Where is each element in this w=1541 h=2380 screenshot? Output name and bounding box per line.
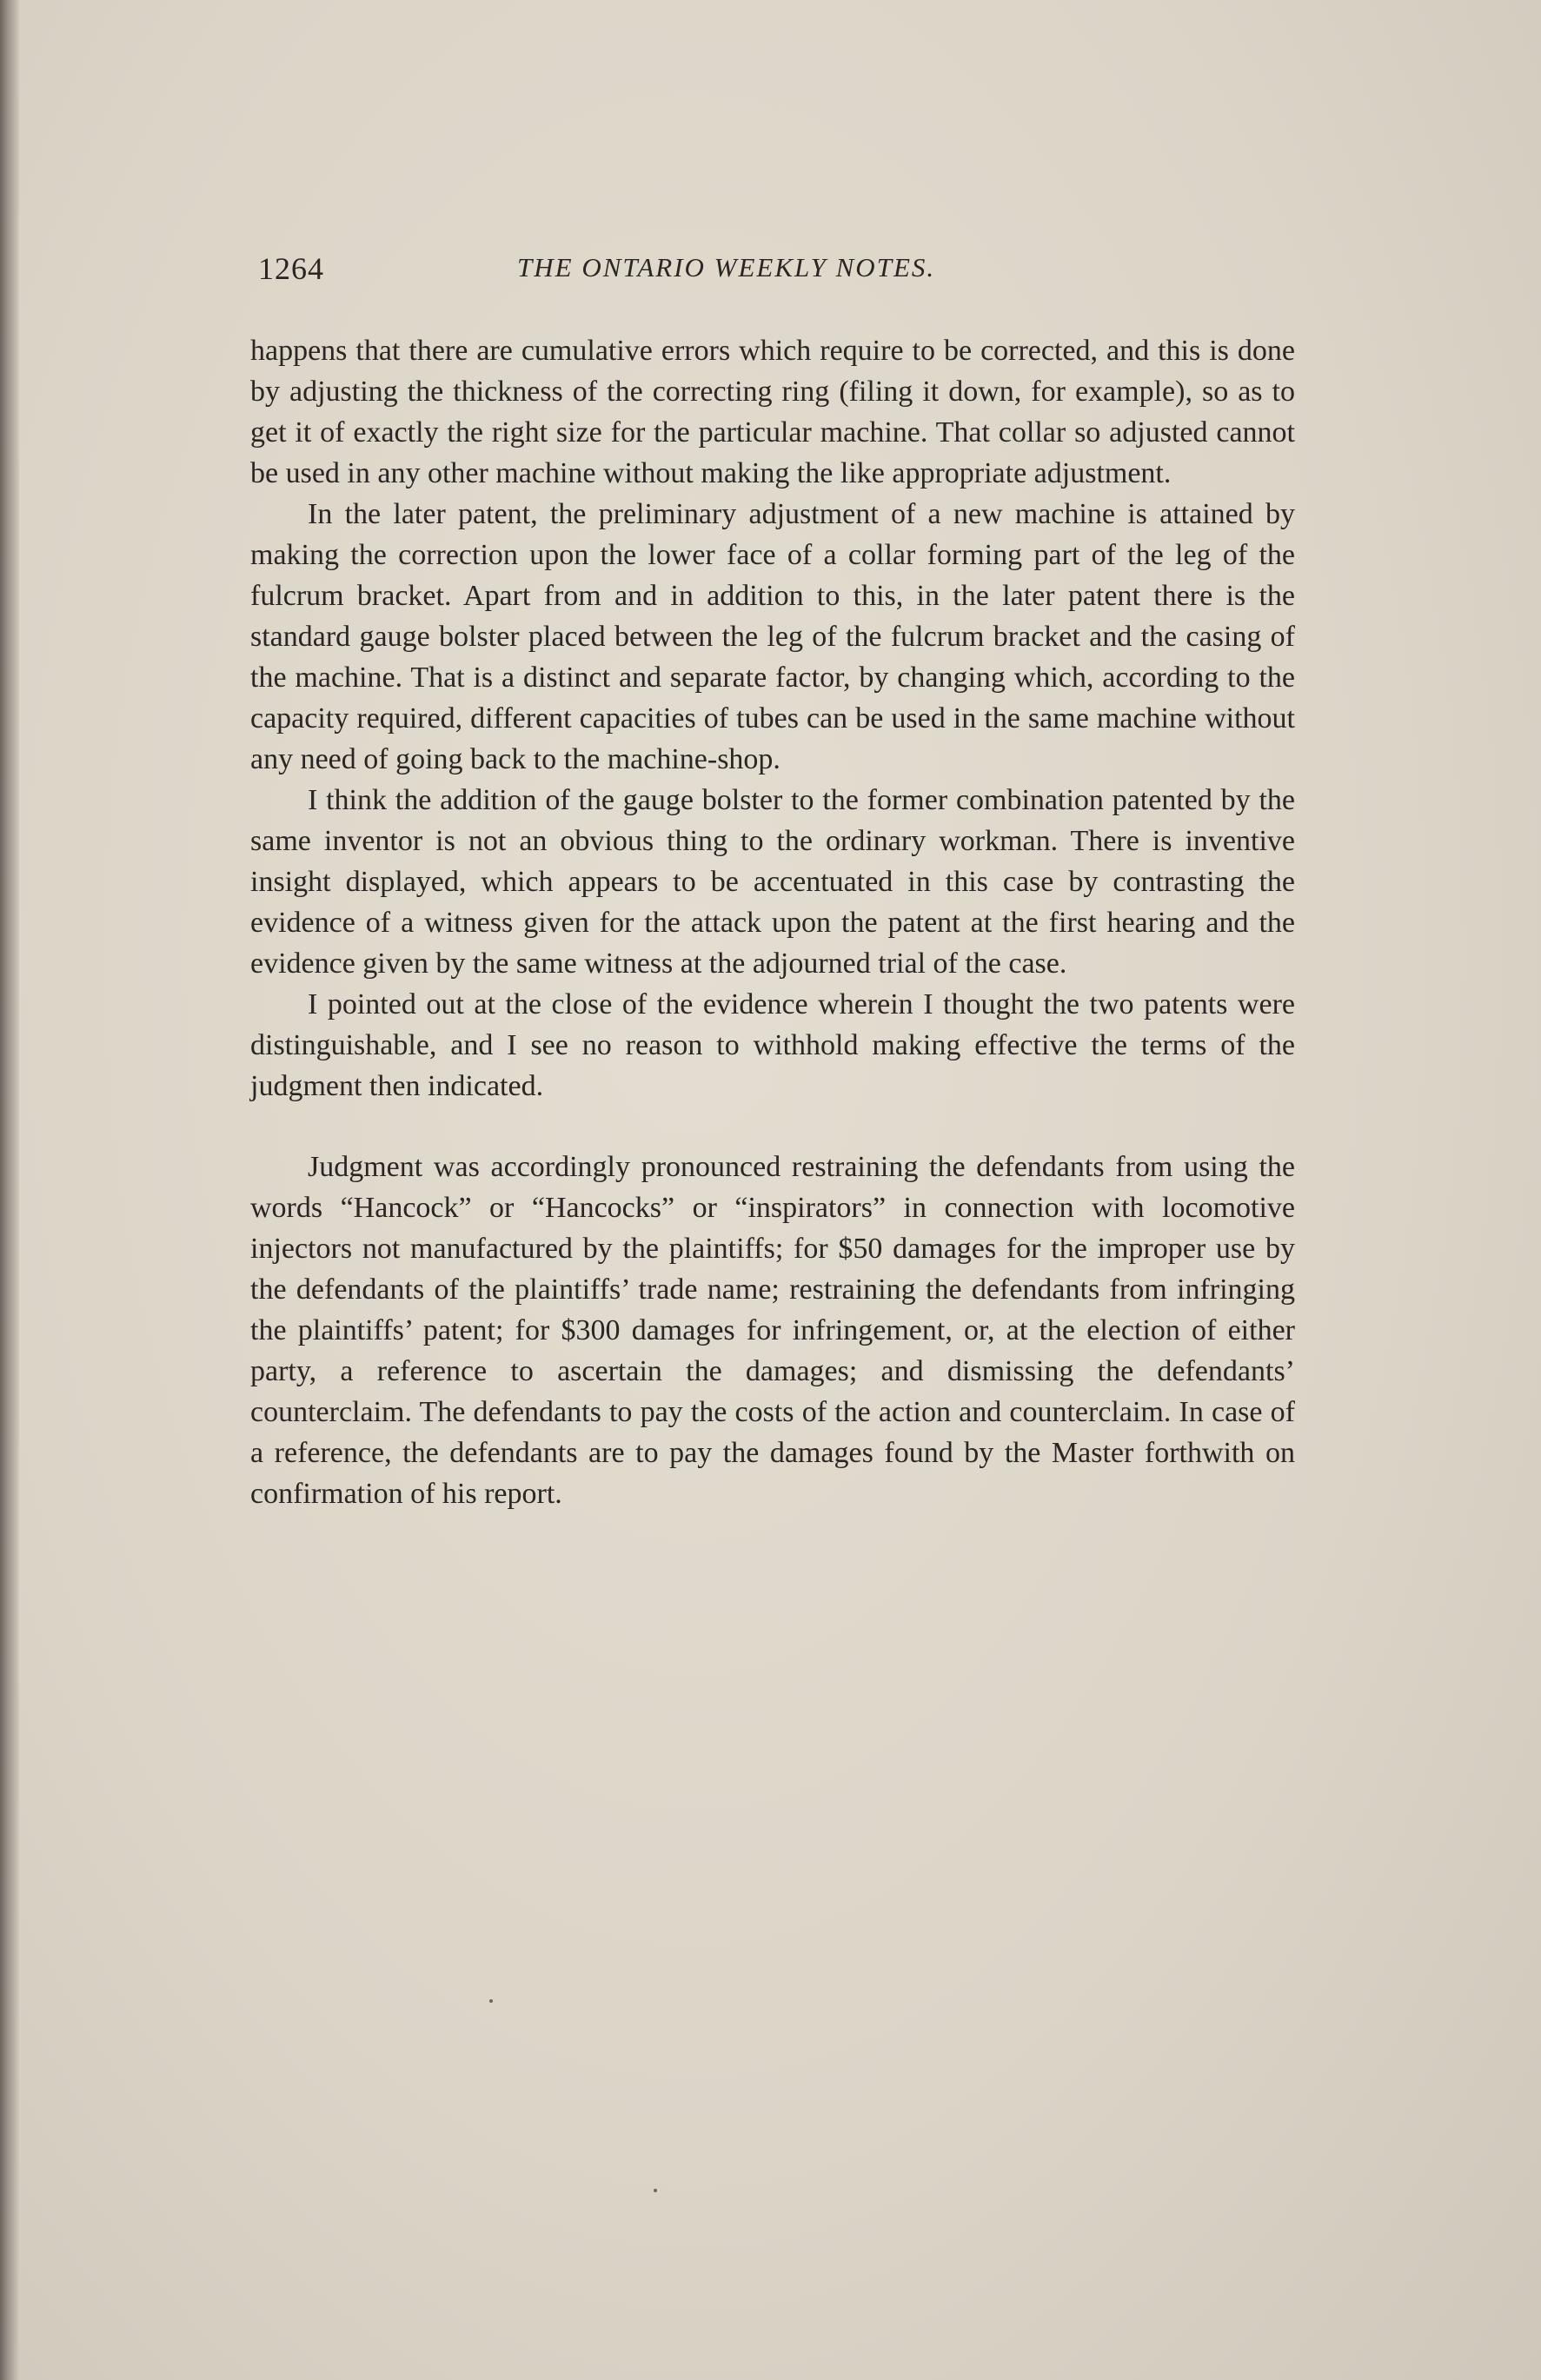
paper-speck bbox=[489, 1999, 493, 2003]
page-header bbox=[258, 250, 1297, 294]
paper-speck bbox=[654, 2189, 657, 2192]
page-number: 1264 bbox=[258, 251, 324, 286]
paragraph-gauge-bolster: I think the addition of the gauge bolster to the former combination patented by the same inventor is not an obvious thing to the ordinary workman. There is inventive insight displayed, which appears to be accentuated in this case by contrasting the evidence of a witness given for the attack upon the patent at the first hearing and the evidence given by the same witness at the adjourned trial of the case. bbox=[250, 784, 1295, 980]
paragraph-judgment: Judgment was accordingly pronounced restraining the defendants from using the words “Hancock” or “Hancocks” or “inspirators” in connection with locomotive injectors not manufactured by the plaintiffs; for $50 damages for the improper use by the defendants of the plaintiffs’ trade name; restraining the defendants from infringing the plaintiffs’ patent; for $300 damages for infringement, or, at the election of either party, a reference to ascertain the damages; and dismissing the defendants’ counterclaim. The defendants to pay the costs of the action and counterclaim. In case of a reference, the defendants are to pay the damages found by the Master forthwith on confirmation of his report. bbox=[250, 1151, 1295, 1510]
body-text bbox=[250, 330, 1295, 1514]
paragraph-continued: happens that there are cumulative errors which require to be corrected, and this is done by adjusting the thickness of the correcting ring (filing it down, for example), so as to get it of exactly the right size for the particular machine. That collar so adjusted cannot be used in any other machine without making the like appropriate adjustment. bbox=[250, 335, 1295, 489]
running-title: THE ONTARIO WEEKLY NOTES. bbox=[517, 252, 936, 283]
paragraph-distinguishable: I pointed out at the close of the evidence wherein I thought the two patents were distinguishable, and I see no reason to withhold making effective the terms of the judgment then indicated. bbox=[250, 988, 1295, 1102]
book-spine-shadow bbox=[0, 0, 19, 2380]
paragraph-later-patent: In the later patent, the preliminary adjustment of a new machine is attained by making the correction upon the lower face of a collar forming part of the leg of the fulcrum bracket. Apart from and in addition to this, in the later patent there is the standard gauge bolster placed between the leg of the fulcrum bracket and the casing of the machine. That is a distinct and separate factor, by changing which, according to the capacity required, different capacities of tubes can be used in the same machine without any need of going back to the machine-shop. bbox=[250, 498, 1295, 775]
